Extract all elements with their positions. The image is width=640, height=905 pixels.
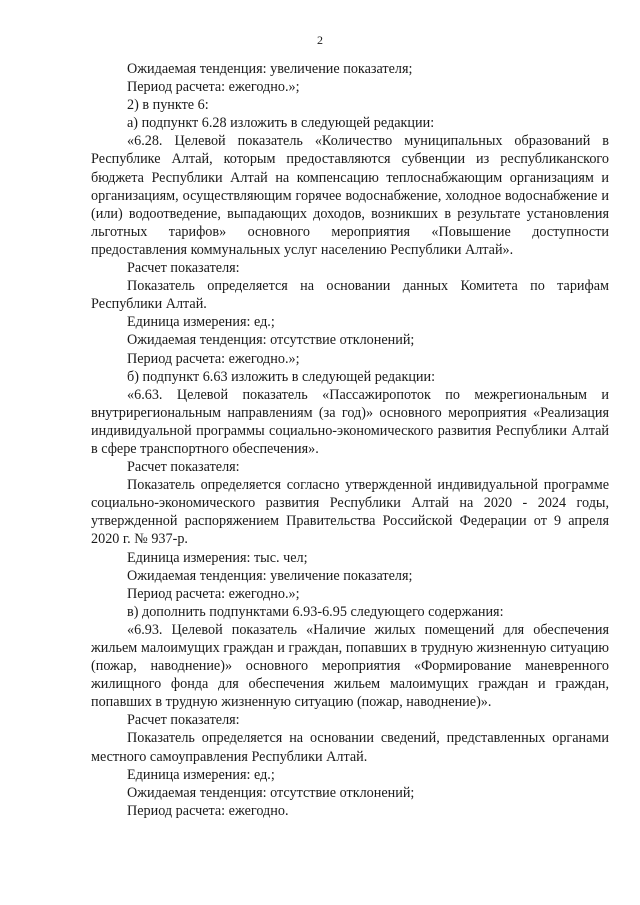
expected-trend-line: Ожидаемая тенденция: увеличение показателя; [127,61,413,77]
unit-line: Единица измерения: ед.; [127,766,275,783]
expected-trend-line: Ожидаемая тенденция: отсутствие отклонений; [127,784,415,801]
calculation-heading: Расчет показателя: [127,459,240,476]
calculation-basis-paragraph: Показатель определяется на основании данных Комитета по тарифам Республики Алтай. [91,278,609,313]
indicator-6-93-paragraph: «6.93. Целевой показатель «Наличие жилых помещений для обеспечения жильем малоимущих граждан и граждан, попавших в трудную жизненную ситуацию (пожар, наводнение)» основного мероприятия «Формирование маневренного жилищного фонда для обеспечения жильем малоимущих граждан и граждан, попавших в трудную жизненную ситуацию (пожар, наводнение)». [91,621,609,711]
calculation-period-line: Период расчета: ежегодно.»; [127,350,300,367]
unit-line: Единица измерения: ед.; [127,314,275,331]
calculation-period-line: Период расчета: ежегодно.»; [127,79,300,96]
calculation-period-line: Период расчета: ежегодно.»; [127,585,300,602]
calculation-basis-paragraph: Показатель определяется согласно утвержденной индивидуальной программе социально-экономического развития Республики Алтай на 2020 - 2024 годы, утвержденной распоряжением Правительства Российской Федерации от 9 апреля 2020 г. № 937-р. [91,477,609,548]
unit-line: Единица измерения: тыс. чел; [127,549,308,566]
calculation-basis-paragraph: Показатель определяется на основании сведений, представленных органами местного самоуправления Республики Алтай. [91,730,609,765]
page-number: 2 [317,33,323,47]
expected-trend-line: Ожидаемая тенденция: отсутствие отклонений; [127,332,415,349]
indicator-6-63-paragraph: «6.63. Целевой показатель «Пассажиропоток по межрегиональным и внутрирегиональным направлениям (за год)» основного мероприятия «Реализация индивидуальной программы социально-экономического развития Республики Алтай в сфере транспортного обеспечения». [91,386,609,457]
calculation-period-line: Период расчета: ежегодно. [127,802,289,819]
item-2-heading: 2) в пункте 6: [127,97,209,114]
expected-trend-line: Ожидаемая тенденция: увеличение показателя; [127,567,413,584]
calculation-heading: Расчет показателя: [127,712,240,729]
document-body [91,60,609,820]
subitem-a-heading: а) подпункт 6.28 изложить в следующей редакции: [127,115,435,132]
subitem-b-heading: б) подпункт 6.63 изложить в следующей редакции: [127,368,436,385]
indicator-6-28-paragraph: «6.28. Целевой показатель «Количество муниципальных образований в Республике Алтай, которым предоставляются субвенции из республиканского бюджета Республики Алтай на компенсацию теплоснабжающим организациям и организациям, осуществляющим горячее водоснабжение, холодное водоснабжение и (или) водоотведение, выпадающих доходов, возникших в результате установления льготных тарифов» основного мероприятия «Повышение доступности предоставления коммунальных услуг населению Республики Алтай». [91,133,609,258]
subitem-c-heading: в) дополнить подпунктами 6.93-6.95 следующего содержания: [127,603,504,620]
calculation-heading: Расчет показателя: [127,260,240,277]
